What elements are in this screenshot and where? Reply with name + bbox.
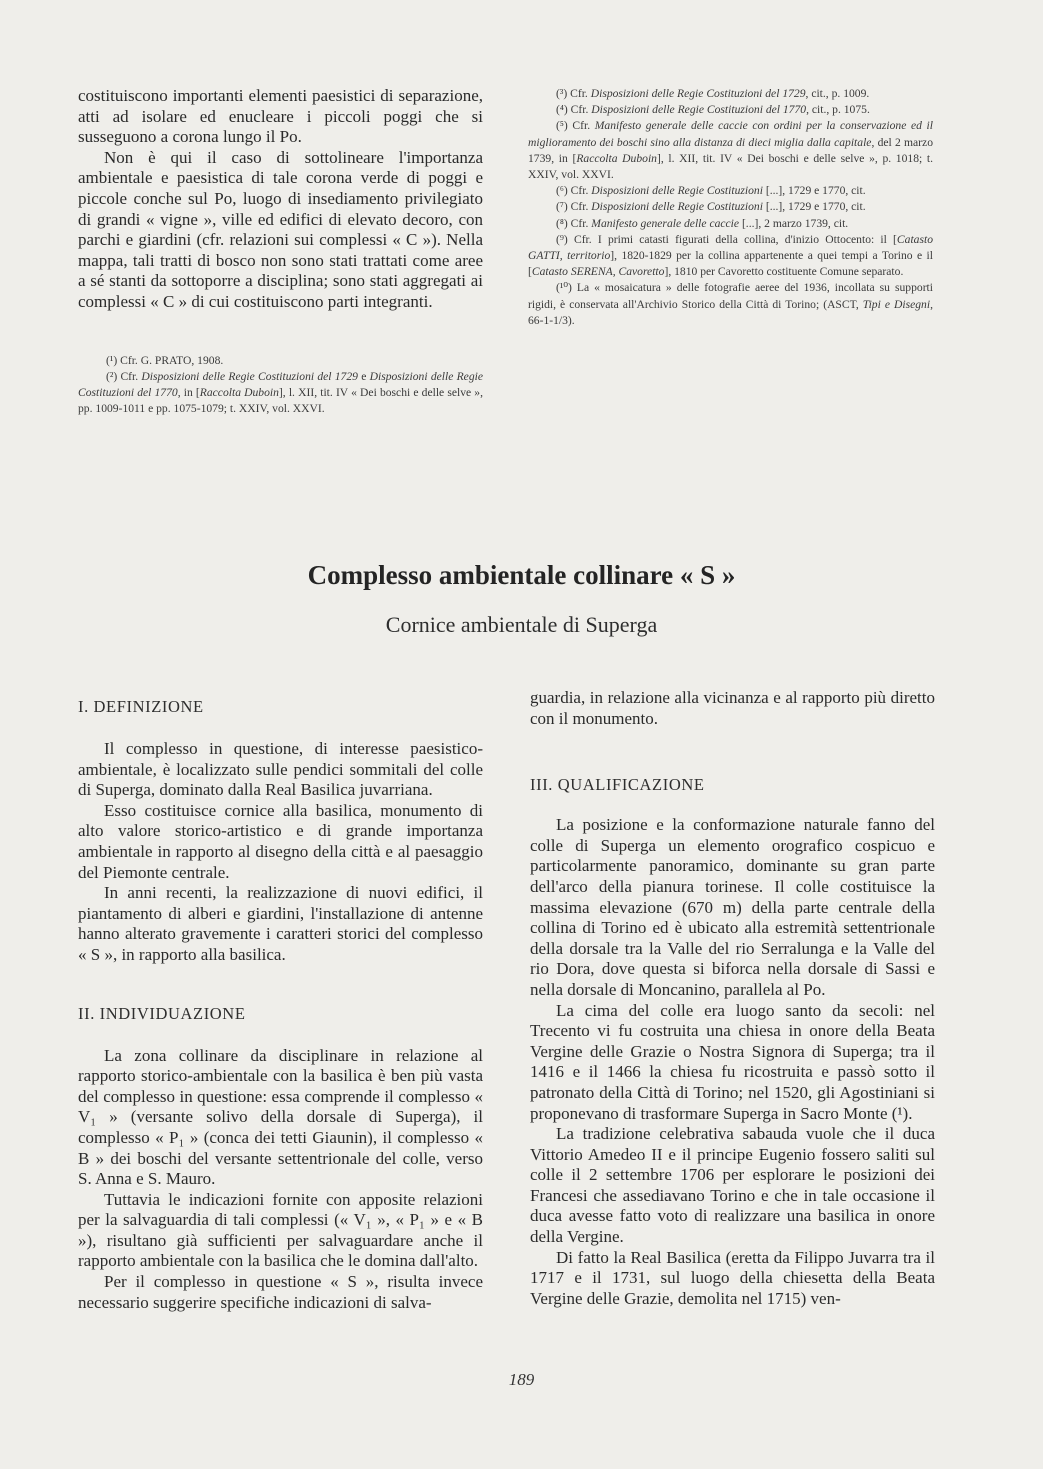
paragraph: Il complesso in questione, di interesse paesistico-ambientale, è localizzato sulle pendici sommitali del colle di Superga, dominato dalla Real Basilica juvarriana. (78, 739, 483, 800)
continuation-paragraph: costituiscono importanti elementi paesistici di separazione, atti ad isolare ed enucleare i piccoli poggi che si susseguono a corona lungo il Po. (78, 86, 483, 147)
paragraph: La posizione e la conformazione naturale fanno del colle di Superga un elemento orografico cospicuo e particolarmente panoramico, dominante su gran parte dell'arco della pianura torinese. Il colle costituisce la massima elevazione (670 m) della parte centrale della collina di Torino ed è ubicato alla estremità settentrionale della dorsale tra la Valle del rio Serralunga e la Valle del rio Dora, dove questa si biforca nella dorsale di Sassi e nella dorsale di Moncanino, parallela al Po. (530, 815, 935, 999)
heading-definizione: I. DEFINIZIONE (78, 697, 204, 716)
footnote-2: (²) Cfr. Disposizioni delle Regie Costituzioni del 1729 e Disposizioni delle Regie Costituzioni del 1770, in [Raccolta Duboin], l. XII, tit. IV « Dei boschi e delle selve », pp. 1009-1011 e pp. 1075-1079; t. XXIV, vol. XXVI. (78, 369, 484, 416)
continuation-paragraph: guardia, in relazione alla vicinanza e al rapporto più diretto con il monumento. (530, 688, 935, 728)
paragraph: Esso costituisce cornice alla basilica, monumento di alto valore storico-artistico e di grande importanza ambientale in rapporto al disegno della città e al paesaggio del Piemonte centrale. (78, 800, 483, 882)
footnote-10: (¹⁰) La « mosaicatura » delle fotografie aeree del 1936, incollata su supporti rigidi, è conservata all'Archivio Storico della Città di Torino; (ASCT, Tipi e Disegni, 66-1-1/3). (528, 281, 933, 327)
heading-individuazione: II. INDIVIDUAZIONE (78, 1003, 246, 1023)
top-right-footnotes (528, 86, 933, 329)
paragraph: Tuttavia le indicazioni fornite con apposite relazioni per la salvaguardia di tali complessi (« V₁ », « P₁ » e « B »), risultano già sufficienti per salvaguardare anche il rapporto ambientale con la basilica che le domina dall'alto. (78, 1189, 483, 1271)
heading-qualificazione: III. QUALIFICAZIONE (530, 775, 705, 795)
section-subtitle: Cornice ambientale di Superga (385, 612, 658, 637)
paragraph: Per il complesso in questione « S », risulta invece necessario suggerire specifiche indicazioni di salva- (78, 1272, 483, 1312)
footnote-5: (⁵) Cfr. Manifesto generale delle caccie con ordini per la conservazione ed il miglioramento dei boschi sino alla distanza di dieci miglia dalla capitale, del 2 marzo 1739, in [Raccolta Duboin], l. XII, tit. IV « Dei boschi e delle selve », p. 1018; t. XXIV, vol. XXVI. (528, 119, 933, 182)
footnote-7: (⁷) Cfr. Disposizioni delle Regie Costituzioni [...], 1729 e 1770, cit. (556, 200, 866, 214)
right-column (530, 688, 935, 1309)
paragraph: In anni recenti, la realizzazione di nuovi edifici, il piantamento di alberi e giardini, l'installazione di antenne hanno alterato gravemente i caratteri storici del complesso « S », in rapporto alla basilica. (78, 883, 483, 964)
paragraph: Di fatto la Real Basilica (eretta da Filippo Juvarra tra il 1717 e il 1731, sul luogo della chiesetta della Beata Vergine delle Grazie, demolita nel 1715) ven- (530, 1247, 935, 1308)
paragraph: La zona collinare da disciplinare in relazione al rapporto storico-ambientale con la basilica è ben più vasta del complesso in questione: essa comprende il complesso « V₁ » (versante solivo della dorsale di Superga), il complesso « P₁ » (conca dei tetti Giaunin), il complesso « B » dei boschi del versante settentrionale del colle, verso S. Anna e S. Mauro. (78, 1045, 483, 1189)
top-left-column (78, 86, 483, 417)
section-title: Complesso ambientale collinare « S » (307, 560, 736, 590)
paragraph: La tradizione celebrativa sabauda vuole che il duca Vittorio Amedeo II e il principe Eugenio fossero saliti sul colle il 2 settembre 1706 per esplorare le posizioni dei Francesi che assediavano Torino e che in tale occasione il duca avesse fatto voto di realizzare una basilica in onore della Vergine. (530, 1124, 935, 1247)
footnote-8: (⁸) Cfr. Manifesto generale delle caccie [...], 2 marzo 1739, cit. (556, 216, 849, 230)
paragraph: La cima del colle era luogo santo da secoli: nel Trecento vi fu costruita una chiesa in onore della Beata Vergine delle Grazie o Nostra Signora di Superga; tra il 1416 e il 1466 la chiesa fu ricostruita e passò sotto il patronato della Città di Torino; nel 1520, gli Agostiniani si proponevano di trasformare Superga in Sacro Monte (¹). (530, 1000, 935, 1123)
paragraph: Non è qui il caso di sottolineare l'importanza ambientale e paesistica di tale corona verde di poggi e piccole conche sul Po, luogo di insediamento privilegiato di grandi « vigne », ville ed edifici di elevato decoro, con parchi e giardini (cfr. relazioni sui complessi « C »). Nella mappa, tali tratti di bosco non sono stati trattati come aree a sé stanti da sottoporre a disciplina; sono stati aggregati ai complessi « C » di cui costituiscono parti integranti. (78, 147, 483, 311)
footnote-9: (⁹) Cfr. I primi catasti figurati della collina, d'inizio Ottocento: il [Catasto GATTI, territorio], 1820-1829 per la collina appartenente a quei tempi a Torino e il [Catasto SERENA, Cavoretto], 1810 per Cavoretto costituente Comune separato. (528, 232, 933, 279)
footnote-4: (⁴) Cfr. Disposizioni delle Regie Costituzioni del 1770, cit., p. 1075. (556, 103, 870, 117)
footnote-1: (¹) Cfr. G. PRATO, 1908. (106, 353, 224, 367)
footnote-3: (³) Cfr. Disposizioni delle Regie Costituzioni del 1729, cit., p. 1009. (556, 87, 870, 100)
left-column (78, 697, 483, 1313)
footnote-6: (⁶) Cfr. Disposizioni delle Regie Costituzioni [...], 1729 e 1770, cit. (556, 184, 866, 198)
page-number: 189 (508, 1370, 535, 1389)
